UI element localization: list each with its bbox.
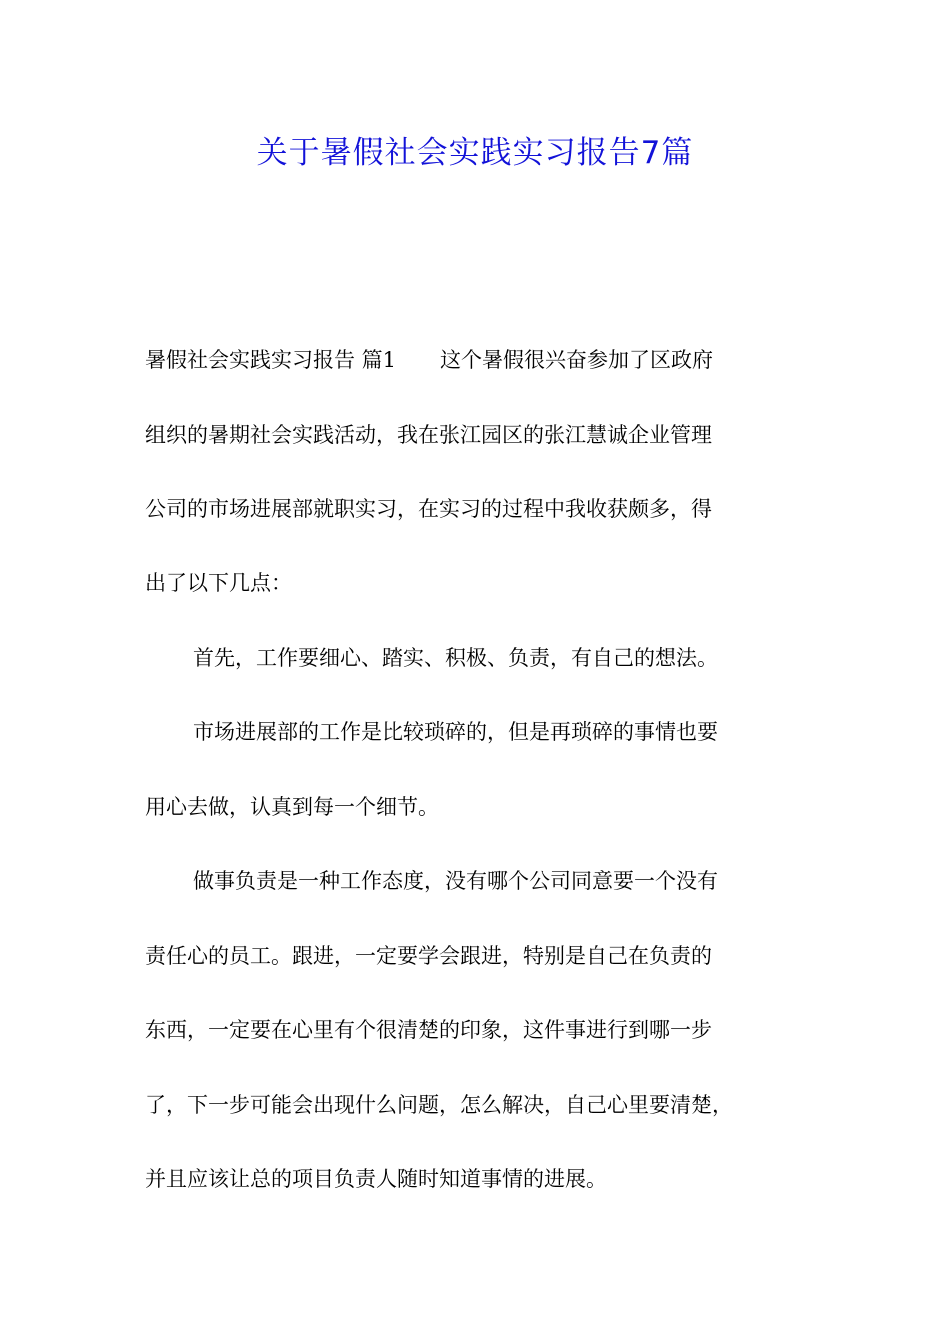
paragraph-line-7: 用心去做，认真到每一个细节。: [145, 795, 439, 819]
paragraph-line-9: 责任心的员工。跟进，一定要学会跟进，特别是自己在负责的: [145, 944, 712, 968]
paragraph-line-11: 了，下一步可能会出现什么问题，怎么解决，自己心里要清楚，: [145, 1093, 733, 1117]
paragraph-line-6: 市场进展部的工作是比较琐碎的，但是再琐碎的事情也要: [193, 720, 718, 744]
paragraph-line-10: 东西，一定要在心里有个很清楚的印象，这件事进行到哪一步: [145, 1018, 712, 1042]
section-heading: 暑假社会实践实习报告 篇1: [145, 348, 397, 372]
paragraph-line-4: 出了以下几点：: [145, 571, 292, 595]
paragraph-line-8: 做事负责是一种工作态度，没有哪个公司同意要一个没有: [193, 869, 718, 893]
paragraph-line-3: 公司的市场进展部就职实习，在实习的过程中我收获颇多，得: [145, 497, 712, 521]
paragraph-line-5: 首先，工作要细心、踏实、积极、负责，有自己的想法。: [193, 646, 718, 670]
document-title: 关于暑假社会实践实习报告7篇: [256, 135, 694, 171]
paragraph-text: 这个暑假很兴奋参加了区政府: [440, 348, 714, 372]
paragraph-line-2: 组织的暑期社会实践活动，我在张江园区的张江慧诚企业管理: [145, 423, 712, 447]
paragraph-line-1: [145, 345, 713, 375]
paragraph-line-12: 并且应该让总的项目负责人随时知道事情的进展。: [145, 1167, 607, 1191]
